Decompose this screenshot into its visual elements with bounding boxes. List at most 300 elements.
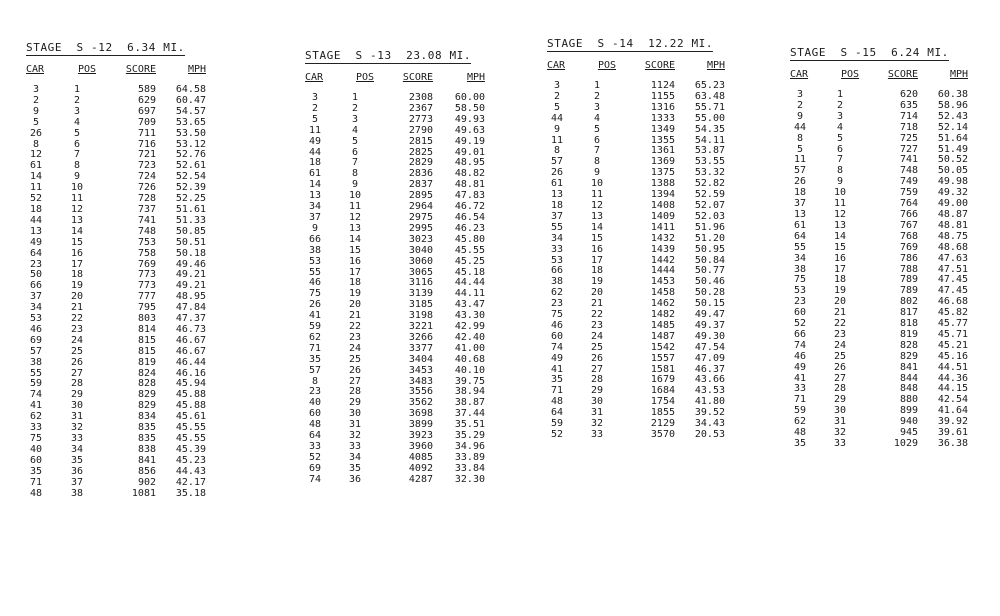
cell-car: 64 (29, 247, 43, 259)
cell-pos: 14 (70, 225, 84, 237)
cell-mph: 46.44 (175, 356, 206, 368)
cell-car: 38 (550, 276, 564, 288)
cell-pos: 31 (348, 419, 362, 431)
cell-car: 64 (550, 407, 564, 419)
cell-score: 1542 (650, 341, 675, 353)
cell-score: 1684 (650, 385, 675, 397)
cell-pos: 9 (73, 171, 81, 183)
cell-score: 1029 (893, 438, 918, 449)
cell-mph: 20.53 (694, 429, 725, 440)
header-pos: POS (77, 64, 97, 75)
cell-score: 709 (137, 116, 156, 128)
cell-car: 37 (308, 211, 322, 223)
cell-mph: 55.00 (694, 112, 725, 124)
cell-car: 3 (553, 80, 561, 91)
cell-pos: 9 (593, 167, 601, 179)
cell-car: 18 (308, 157, 322, 169)
cell-car: 2 (553, 90, 561, 102)
cell-pos: 1 (73, 84, 81, 95)
cell-car: 55 (793, 241, 807, 253)
cell-mph: 45.18 (454, 266, 485, 278)
cell-mph: 64.58 (175, 84, 206, 95)
cell-pos: 31 (590, 407, 604, 419)
cell-car: 5 (311, 113, 319, 125)
cell-pos: 6 (593, 134, 601, 146)
cell-score: 1855 (650, 407, 675, 419)
cell-car: 13 (793, 208, 807, 220)
cell-mph: 50.28 (694, 287, 725, 299)
cell-score: 795 (137, 302, 156, 314)
cell-pos: 11 (833, 198, 847, 210)
cell-pos: 17 (348, 266, 362, 278)
cell-mph: 39.61 (937, 427, 968, 439)
cell-score: 848 (899, 383, 918, 395)
cell-score: 841 (137, 454, 156, 466)
cell-car: 34 (550, 232, 564, 244)
cell-pos: 37 (70, 476, 84, 488)
cell-pos: 18 (833, 274, 847, 286)
cell-score: 3060 (408, 255, 433, 267)
cell-pos: 23 (833, 328, 847, 340)
cell-score: 828 (899, 339, 918, 351)
cell-pos: 35 (348, 462, 362, 474)
cell-mph: 34.43 (694, 418, 725, 430)
table-row (547, 430, 725, 441)
cell-mph: 45.71 (937, 328, 968, 340)
cell-pos: 24 (833, 339, 847, 351)
cell-score: 767 (899, 219, 918, 231)
cell-mph: 35.18 (175, 487, 206, 499)
cell-pos: 28 (70, 378, 84, 390)
header-mph: MPH (706, 60, 725, 71)
cell-mph: 38.87 (454, 397, 485, 409)
cell-pos: 14 (348, 233, 362, 245)
cell-car: 66 (29, 280, 43, 292)
cell-score: 786 (899, 252, 918, 264)
cell-pos: 6 (351, 146, 359, 158)
cell-pos: 25 (833, 350, 847, 362)
cell-mph: 39.92 (937, 416, 968, 428)
cell-mph: 44.44 (454, 277, 485, 289)
cell-pos: 1 (593, 80, 601, 91)
cell-score: 741 (899, 154, 918, 166)
cell-score: 1679 (650, 374, 675, 386)
header-score: SCORE (644, 60, 675, 71)
cell-mph: 40.68 (454, 353, 485, 365)
cell-mph: 52.25 (175, 193, 206, 205)
cell-pos: 29 (348, 397, 362, 409)
cell-car: 8 (311, 375, 319, 387)
stage-title: STAGE S -14 12.22 MI. (547, 37, 714, 50)
cell-pos: 23 (590, 319, 604, 331)
cell-mph: 52.61 (175, 160, 206, 172)
cell-car: 75 (793, 274, 807, 286)
cell-pos: 21 (590, 298, 604, 310)
cell-car: 74 (793, 339, 807, 351)
cell-mph: 45.61 (175, 411, 206, 423)
cell-pos: 5 (836, 132, 844, 144)
cell-score: 2367 (408, 102, 433, 114)
cell-pos: 27 (833, 372, 847, 384)
table-row (790, 134, 968, 145)
table-row (305, 126, 485, 137)
cell-mph: 52.14 (937, 121, 968, 133)
cell-pos: 15 (833, 241, 847, 253)
cell-car: 18 (550, 199, 564, 211)
cell-pos: 9 (351, 179, 359, 191)
cell-mph: 45.88 (175, 389, 206, 401)
cell-score: 4085 (408, 451, 433, 463)
cell-mph: 46.37 (694, 363, 725, 375)
cell-car: 3 (311, 92, 319, 103)
column-headers (790, 69, 970, 80)
cell-mph: 52.54 (175, 171, 206, 183)
cell-car: 35 (550, 374, 564, 386)
cell-car: 18 (29, 203, 43, 215)
cell-pos: 16 (833, 252, 847, 264)
cell-score: 1462 (650, 298, 675, 310)
cell-mph: 45.77 (937, 318, 968, 330)
cell-score: 1557 (650, 352, 675, 364)
cell-pos: 28 (833, 383, 847, 395)
cell-car: 33 (308, 441, 322, 452)
cell-mph: 51.61 (175, 203, 206, 215)
cell-score: 2975 (408, 211, 433, 223)
cell-mph: 65.23 (694, 80, 725, 91)
cell-score: 1349 (650, 123, 675, 135)
stage-title: STAGE S -15 6.24 MI. (790, 46, 949, 59)
table-row (790, 123, 968, 134)
cell-pos: 20 (590, 287, 604, 299)
cell-mph: 48.81 (937, 219, 968, 231)
cell-pos: 31 (70, 411, 84, 423)
cell-score: 3453 (408, 364, 433, 376)
cell-mph: 52.39 (175, 182, 206, 194)
cell-pos: 1 (351, 92, 359, 103)
cell-mph: 43.53 (694, 385, 725, 397)
cell-car: 2 (311, 102, 319, 114)
cell-score: 4092 (408, 462, 433, 474)
cell-mph: 46.67 (175, 345, 206, 357)
cell-pos: 22 (590, 309, 604, 321)
cell-pos: 36 (348, 473, 362, 485)
cell-mph: 45.23 (175, 454, 206, 466)
column-headers (547, 60, 727, 71)
cell-score: 726 (137, 182, 156, 194)
cell-mph: 44.51 (937, 361, 968, 373)
cell-score: 620 (899, 89, 918, 100)
cell-score: 1155 (650, 90, 675, 102)
cell-mph: 53.55 (694, 156, 725, 168)
table-row (26, 467, 206, 478)
cell-score: 824 (137, 367, 156, 379)
cell-score: 1432 (650, 232, 675, 244)
cell-car: 55 (29, 367, 43, 379)
cell-score: 817 (899, 307, 918, 319)
cell-pos: 20 (348, 299, 362, 311)
cell-score: 766 (899, 208, 918, 220)
cell-car: 46 (550, 319, 564, 331)
cell-car: 41 (308, 310, 322, 322)
cell-car: 61 (550, 178, 564, 190)
cell-mph: 50.46 (694, 276, 725, 288)
cell-car: 48 (308, 419, 322, 431)
cell-car: 37 (793, 198, 807, 210)
cell-mph: 42.40 (454, 331, 485, 343)
cell-score: 3221 (408, 321, 433, 333)
cell-car: 44 (550, 112, 564, 124)
cell-score: 1453 (650, 276, 675, 288)
cell-mph: 48.95 (175, 291, 206, 303)
cell-score: 3899 (408, 419, 433, 431)
cell-pos: 3 (836, 110, 844, 122)
cell-mph: 50.84 (694, 254, 725, 266)
cell-mph: 53.50 (175, 127, 206, 139)
stage-s13 (305, 44, 490, 486)
cell-score: 2837 (408, 179, 433, 191)
cell-score: 1333 (650, 112, 675, 124)
cell-pos: 21 (70, 302, 84, 314)
cell-car: 26 (308, 299, 322, 311)
cell-score: 841 (899, 361, 918, 373)
cell-mph: 49.47 (694, 309, 725, 321)
cell-pos: 29 (833, 394, 847, 406)
cell-mph: 50.18 (175, 247, 206, 259)
cell-score: 1081 (131, 487, 156, 499)
cell-car: 26 (29, 127, 43, 139)
cell-mph: 45.94 (175, 378, 206, 390)
table-row (26, 118, 206, 129)
cell-mph: 52.82 (694, 178, 725, 190)
cell-mph: 39.75 (454, 375, 485, 387)
cell-car: 11 (550, 134, 564, 146)
cell-car: 64 (793, 230, 807, 242)
cell-car: 60 (308, 408, 322, 420)
cell-car: 62 (550, 287, 564, 299)
cell-mph: 63.48 (694, 90, 725, 102)
cell-score: 2129 (650, 418, 675, 430)
cell-pos: 38 (70, 487, 84, 499)
cell-pos: 25 (348, 353, 362, 365)
cell-mph: 50.51 (175, 236, 206, 248)
cell-pos: 23 (348, 331, 362, 343)
cell-pos: 11 (70, 193, 84, 205)
cell-score: 759 (899, 187, 918, 199)
cell-car: 2 (796, 99, 804, 111)
cell-pos: 34 (348, 451, 362, 463)
cell-score: 1355 (650, 134, 675, 146)
cell-score: 834 (137, 411, 156, 423)
cell-mph: 48.68 (937, 241, 968, 253)
cell-mph: 43.47 (454, 299, 485, 311)
cell-car: 57 (793, 165, 807, 177)
cell-score: 1361 (650, 145, 675, 157)
cell-car: 59 (308, 321, 322, 333)
cell-mph: 49.30 (694, 330, 725, 342)
cell-score: 758 (137, 247, 156, 259)
cell-score: 1394 (650, 189, 675, 201)
cell-mph: 53.87 (694, 145, 725, 157)
cell-score: 789 (899, 274, 918, 286)
cell-car: 55 (308, 266, 322, 278)
cell-car: 26 (793, 176, 807, 188)
stage-s14 (547, 32, 727, 441)
table-row (790, 363, 968, 374)
cell-score: 773 (137, 280, 156, 292)
cell-car: 75 (308, 288, 322, 300)
header-pos: POS (840, 69, 860, 80)
cell-car: 9 (311, 222, 319, 234)
cell-pos: 5 (73, 127, 81, 139)
cell-score: 1485 (650, 319, 675, 331)
cell-mph: 47.51 (937, 263, 968, 275)
cell-car: 49 (29, 236, 43, 248)
cell-score: 721 (137, 149, 156, 161)
cell-score: 589 (137, 84, 156, 95)
cell-mph: 48.75 (937, 230, 968, 242)
cell-pos: 30 (833, 405, 847, 417)
cell-car: 37 (550, 210, 564, 222)
cell-score: 819 (137, 356, 156, 368)
cell-pos: 32 (348, 430, 362, 442)
cell-car: 48 (29, 487, 43, 499)
table-row (305, 257, 485, 268)
header-pos: POS (597, 60, 617, 71)
header-mph: MPH (466, 72, 485, 83)
cell-car: 75 (550, 309, 564, 321)
cell-mph: 53.65 (175, 116, 206, 128)
cell-score: 1581 (650, 363, 675, 375)
cell-car: 62 (793, 416, 807, 428)
cell-car: 53 (793, 285, 807, 297)
cell-score: 727 (899, 143, 918, 155)
cell-score: 2790 (408, 124, 433, 136)
cell-mph: 46.72 (454, 201, 485, 213)
stage-s12 (26, 36, 206, 499)
cell-car: 71 (793, 394, 807, 406)
table-row (547, 354, 725, 365)
cell-car: 52 (550, 429, 564, 440)
cell-mph: 50.77 (694, 265, 725, 277)
results-table (26, 85, 206, 499)
cell-mph: 44.11 (454, 288, 485, 300)
cell-car: 44 (308, 146, 322, 158)
cell-car: 48 (550, 396, 564, 408)
cell-score: 802 (899, 296, 918, 308)
cell-score: 819 (899, 328, 918, 340)
table-row (547, 114, 725, 125)
cell-pos: 18 (590, 265, 604, 277)
cell-score: 725 (899, 132, 918, 144)
cell-pos: 8 (836, 165, 844, 177)
cell-pos: 5 (593, 123, 601, 135)
stage-title: STAGE S -13 23.08 MI. (305, 49, 472, 62)
cell-car: 11 (308, 124, 322, 136)
cell-car: 14 (29, 171, 43, 183)
cell-car: 23 (550, 298, 564, 310)
cell-car: 57 (550, 156, 564, 168)
cell-score: 902 (137, 476, 156, 488)
column-headers (26, 64, 206, 75)
cell-mph: 48.82 (454, 168, 485, 180)
cell-car: 61 (308, 168, 322, 180)
cell-score: 814 (137, 323, 156, 335)
header-car: CAR (26, 64, 45, 75)
cell-pos: 35 (70, 454, 84, 466)
cell-car: 35 (29, 465, 43, 477)
cell-mph: 60.38 (937, 89, 968, 100)
cell-pos: 17 (590, 254, 604, 266)
table-row (790, 243, 968, 254)
cell-mph: 60.47 (175, 94, 206, 106)
cell-pos: 33 (348, 441, 362, 452)
cell-score: 3923 (408, 430, 433, 442)
cell-car: 38 (308, 244, 322, 256)
cell-score: 697 (137, 105, 156, 117)
cell-score: 818 (899, 318, 918, 330)
cell-pos: 13 (833, 219, 847, 231)
cell-mph: 46.68 (937, 296, 968, 308)
cell-car: 38 (793, 263, 807, 275)
cell-mph: 37.44 (454, 408, 485, 420)
cell-score: 4287 (408, 473, 433, 485)
cell-score: 835 (137, 433, 156, 444)
cell-car: 62 (308, 331, 322, 343)
cell-car: 40 (29, 443, 43, 455)
cell-car: 64 (308, 430, 322, 442)
cell-mph: 46.73 (175, 323, 206, 335)
cell-pos: 24 (348, 342, 362, 354)
cell-car: 8 (796, 132, 804, 144)
cell-car: 74 (308, 473, 322, 485)
cell-score: 1754 (650, 396, 675, 408)
cell-pos: 20 (70, 291, 84, 303)
cell-mph: 51.49 (937, 143, 968, 155)
cell-score: 749 (899, 176, 918, 188)
cell-car: 26 (550, 167, 564, 179)
cell-score: 940 (899, 416, 918, 428)
cell-car: 46 (793, 350, 807, 362)
cell-car: 34 (29, 302, 43, 314)
cell-score: 1409 (650, 210, 675, 222)
cell-score: 723 (137, 160, 156, 172)
cell-score: 828 (137, 378, 156, 390)
cell-pos: 6 (836, 143, 844, 155)
cell-score: 1316 (650, 101, 675, 113)
cell-score: 1375 (650, 167, 675, 179)
cell-pos: 12 (833, 208, 847, 220)
cell-car: 35 (793, 438, 807, 449)
cell-score: 1411 (650, 221, 675, 233)
cell-pos: 19 (590, 276, 604, 288)
cell-car: 49 (793, 361, 807, 373)
cell-pos: 25 (70, 345, 84, 357)
cell-car: 60 (29, 454, 43, 466)
cell-car: 74 (550, 341, 564, 353)
cell-pos: 11 (348, 201, 362, 213)
cell-pos: 19 (348, 288, 362, 300)
cell-pos: 33 (70, 433, 84, 444)
cell-pos: 10 (833, 187, 847, 199)
cell-car: 44 (29, 214, 43, 226)
cell-car: 8 (553, 145, 561, 157)
cell-mph: 47.54 (694, 341, 725, 353)
cell-score: 3404 (408, 353, 433, 365)
cell-mph: 47.45 (937, 274, 968, 286)
cell-pos: 23 (70, 323, 84, 335)
cell-pos: 13 (590, 210, 604, 222)
cell-pos: 1 (836, 89, 844, 100)
